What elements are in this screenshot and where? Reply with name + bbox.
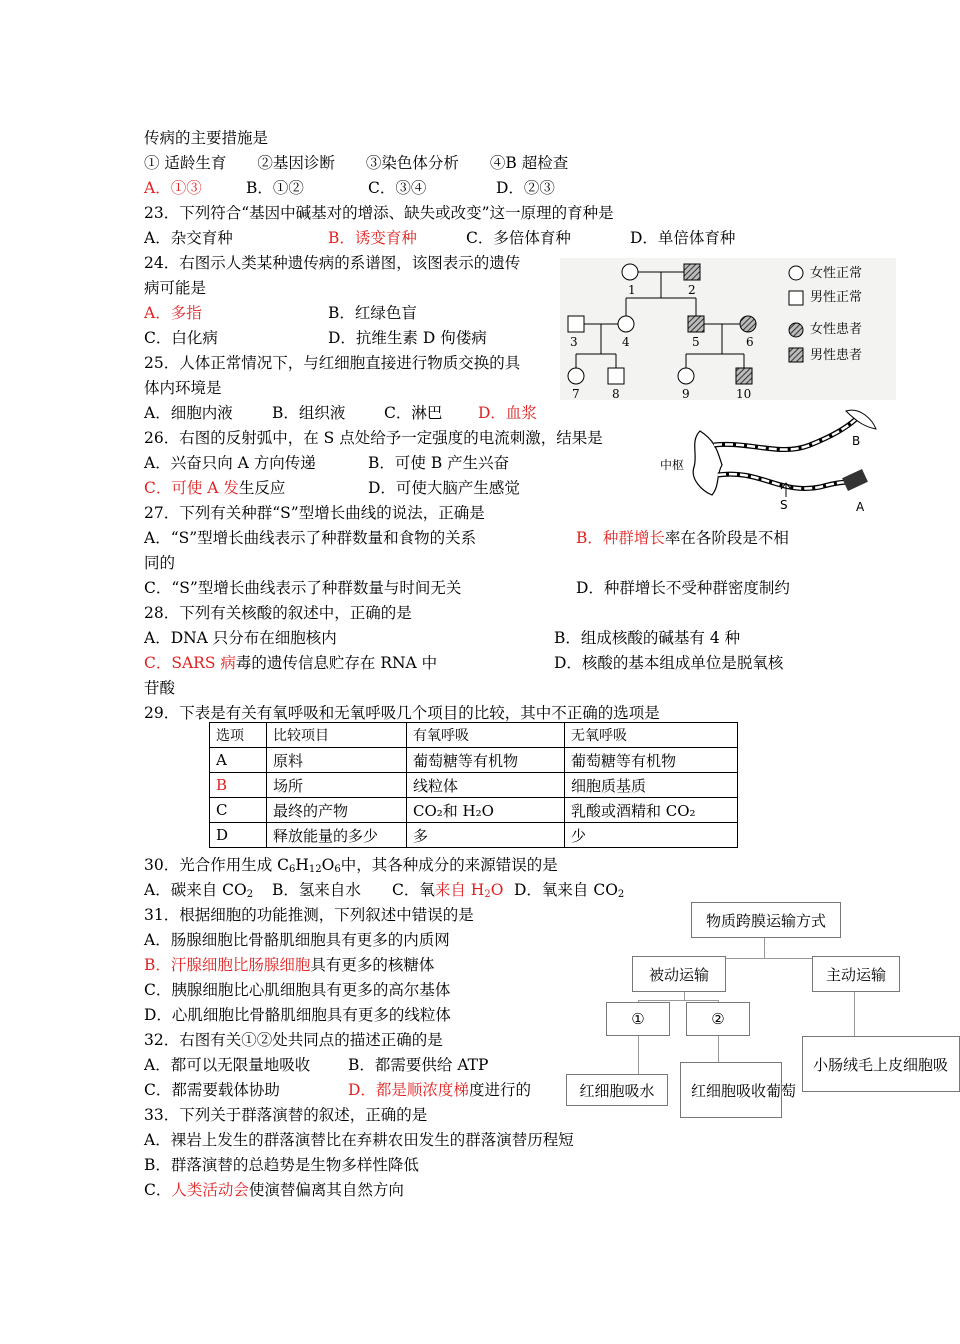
line-q22-measures: ① 适龄生育 ②基因诊断 ③染色体分析 ④B 超检查 bbox=[144, 154, 569, 172]
legend-female-normal-icon bbox=[789, 266, 803, 280]
table-row bbox=[210, 823, 738, 848]
q33-option-c-pre: C． bbox=[144, 1181, 172, 1199]
reflex-a-label: A bbox=[856, 500, 865, 514]
table-cell: 葡萄糖等有机物 bbox=[565, 748, 738, 773]
pedigree-male-affected-2 bbox=[684, 264, 700, 280]
q22-option-d: D．②③ bbox=[496, 179, 555, 197]
example-red-cell-water-box: 红细胞吸水 bbox=[566, 1074, 668, 1106]
pedigree-number: 5 bbox=[692, 335, 700, 349]
q28-option-d-cont: 苷酸 bbox=[144, 679, 176, 697]
pedigree-male-affected-10 bbox=[736, 368, 752, 384]
q26-options-cd bbox=[144, 478, 520, 498]
q33-option-c-answer: 人类活动会 bbox=[171, 1181, 249, 1199]
formula-o: O bbox=[321, 856, 335, 874]
pedigree-figure bbox=[560, 258, 896, 400]
pedigree-number: 6 bbox=[746, 335, 754, 349]
blank-box-1: ① bbox=[606, 1002, 670, 1036]
pedigree-male-normal-8 bbox=[608, 368, 624, 384]
formula-sub: 6 bbox=[289, 864, 296, 875]
table-cell: 葡萄糖等有机物 bbox=[407, 748, 565, 773]
pedigree-female-normal-7 bbox=[568, 368, 584, 384]
q26-option-a: A．兴奋只向 A 方向传递 bbox=[144, 454, 316, 472]
q25-option-d: D．血浆 bbox=[478, 404, 537, 422]
formula-sub: 2 bbox=[246, 889, 254, 900]
q22-option-c: C．③④ bbox=[368, 179, 427, 197]
q26-option-c-rest: 生反应 bbox=[238, 479, 286, 497]
q28-options-ab bbox=[144, 628, 741, 648]
q30-option-d bbox=[514, 880, 624, 905]
q27-option-b bbox=[576, 528, 789, 548]
line-q22-stem: 传病的主要措施是 bbox=[144, 129, 269, 147]
q28-option-d: D．核酸的基本组成单位是脱氧核 bbox=[554, 654, 784, 672]
q32-options-cd bbox=[144, 1080, 531, 1100]
q23-option-b: B．诱变育种 bbox=[328, 229, 417, 247]
legend-female-affected-icon bbox=[789, 323, 803, 337]
formula-sub: 12 bbox=[308, 864, 322, 875]
reflex-center-shape bbox=[693, 431, 722, 495]
q31-stem: 31．根据细胞的功能推测，下列叙述中错误的是 bbox=[144, 906, 474, 924]
q32-option-c: C．都需要载体协助 bbox=[144, 1081, 280, 1099]
reflex-b-label: B bbox=[852, 434, 861, 448]
respiration-comparison-table bbox=[209, 722, 738, 848]
q27-option-b-rest: 率在各阶段是不相 bbox=[664, 529, 789, 547]
table-cell-answer: B bbox=[210, 773, 267, 798]
table-cell: 多 bbox=[407, 823, 565, 848]
table-cell: A bbox=[210, 748, 267, 773]
q30-stem-post: 中，其各种成分的来源错误的是 bbox=[340, 856, 558, 874]
table-row bbox=[210, 748, 738, 773]
legend-label: 男性正常 bbox=[810, 290, 863, 305]
pedigree-male-affected-5 bbox=[688, 316, 704, 332]
q31-option-a: A．肠腺细胞比骨骼肌细胞具有更多的内质网 bbox=[144, 931, 450, 949]
q25-option-a: A．细胞内液 bbox=[144, 404, 233, 422]
q33-option-a: A．裸岩上发生的群落演替比在弃耕农田发生的群落演替历程短 bbox=[144, 1131, 574, 1149]
table-header-cell: 比较项目 bbox=[267, 723, 407, 748]
q33-option-c bbox=[144, 1180, 404, 1200]
q26-option-d: D．可使大脑产生感觉 bbox=[368, 479, 520, 497]
legend-male-normal-icon bbox=[789, 291, 803, 305]
q32-option-a: A．都可以无限量地吸收 bbox=[144, 1056, 311, 1074]
table-header-row bbox=[210, 723, 738, 748]
pedigree-male-normal-3 bbox=[568, 316, 584, 332]
q28-option-c-answer: C．SARS 病 bbox=[144, 654, 236, 672]
pedigree-female-normal-1 bbox=[622, 264, 638, 280]
pedigree-number: 9 bbox=[682, 387, 690, 401]
q24-option-a: A．多指 bbox=[144, 304, 202, 322]
table-cell: 乳酸或酒精和 CO₂ bbox=[565, 798, 738, 823]
table-row bbox=[210, 773, 738, 798]
formula-sub: 6 bbox=[334, 864, 341, 875]
q27-option-c: C．“S”型增长曲线表示了种群数量与时间无关 bbox=[144, 579, 462, 597]
q23-option-a: A．杂交育种 bbox=[144, 229, 233, 247]
legend-label: 女性患者 bbox=[810, 322, 863, 337]
q24-option-d: D．抗维生素 D 佝偻病 bbox=[328, 329, 487, 347]
q30-stem-pre: 30．光合作用生成 C bbox=[144, 856, 290, 874]
q30-option-a bbox=[144, 881, 253, 899]
q26-option-b: B．可使 B 产生兴奋 bbox=[368, 454, 510, 472]
q27-option-b-cont: 同的 bbox=[144, 554, 176, 572]
table-cell: 最终的产物 bbox=[267, 798, 407, 823]
active-transport-box: 主动运输 bbox=[812, 956, 900, 992]
reflex-s-label: S bbox=[780, 498, 788, 512]
table-cell: 释放能量的多少 bbox=[267, 823, 407, 848]
pedigree-number: 8 bbox=[612, 387, 620, 401]
pedigree-number: 2 bbox=[688, 283, 696, 297]
q24-options-ab bbox=[144, 303, 417, 323]
q25-option-c: C．淋巴 bbox=[384, 404, 443, 422]
q29-stem: 29．下表是有关有氧呼吸和无氧呼吸几个项目的比较，其中不正确的选项是 bbox=[144, 704, 660, 722]
formula-sub: 2 bbox=[484, 889, 491, 900]
q30-option-d-text: D．氧来自 CO bbox=[514, 881, 618, 899]
q23-options bbox=[144, 228, 736, 248]
example-red-cell-glucose-box: 红细胞吸收葡萄 bbox=[680, 1062, 782, 1118]
q27-option-a: A．“S”型增长曲线表示了种群数量和食物的关系 bbox=[144, 529, 477, 547]
table-cell: 少 bbox=[565, 823, 738, 848]
pedigree-number: 4 bbox=[622, 335, 630, 349]
formula-h: H bbox=[295, 856, 309, 874]
q26-option-c-answer: C．可使 A 发 bbox=[144, 479, 239, 497]
q24-options-cd bbox=[144, 328, 487, 348]
q24-stem-2: 病可能是 bbox=[144, 279, 207, 297]
q24-stem-1: 24．右图示人类某种遗传病的系谱图，该图表示的遗传 bbox=[144, 254, 521, 272]
q30-option-c-answer-o: O bbox=[490, 881, 504, 899]
q32-option-d-answer: D．都是顺浓度梯 bbox=[348, 1081, 469, 1099]
pedigree-number: 10 bbox=[736, 387, 752, 401]
q32-option-d-rest: 度进行的 bbox=[468, 1081, 531, 1099]
q30-option-b: B．氢来自水 bbox=[272, 881, 361, 899]
blank-box-2: ② bbox=[686, 1002, 750, 1036]
q28-options-cd bbox=[144, 653, 784, 673]
q24-option-c: C．白化病 bbox=[144, 329, 218, 347]
reflex-arc-drawing bbox=[660, 405, 880, 517]
example-intestine-cell-box: 小肠绒毛上皮细胞吸 bbox=[802, 1036, 960, 1092]
q28-option-b: B．组成核酸的碱基有 4 种 bbox=[554, 629, 741, 647]
table-cell: CO₂和 H₂O bbox=[407, 798, 565, 823]
q22-option-a: A．①③ bbox=[144, 179, 202, 197]
q33-option-b: B．群落演替的总趋势是生物多样性降低 bbox=[144, 1156, 419, 1174]
q27-stem: 27．下列有关种群“S”型增长曲线的说法，正确是 bbox=[144, 504, 485, 522]
transport-root-box: 物质跨膜运输方式 bbox=[691, 902, 841, 938]
table-cell: 线粒体 bbox=[407, 773, 565, 798]
q26-stem: 26．右图的反射弧中，在 S 点处给予一定强度的电流刺激，结果是 bbox=[144, 429, 603, 447]
q32-stem: 32．右图有关①②处共同点的描述正确的是 bbox=[144, 1031, 443, 1049]
q31-option-b-answer: B．汗腺细胞比肠腺细胞 bbox=[144, 956, 311, 974]
q28-option-a: A．DNA 只分布在细胞核内 bbox=[144, 629, 337, 647]
table-header-cell: 有氧呼吸 bbox=[407, 723, 565, 748]
q32-option-d bbox=[348, 1080, 531, 1100]
table-cell: C bbox=[210, 798, 267, 823]
q30-option-c-text: C．氧 bbox=[392, 881, 435, 899]
q32-options-ab bbox=[144, 1055, 489, 1075]
formula-sub: 2 bbox=[617, 889, 625, 900]
reflex-center-label: 中枢 bbox=[660, 458, 685, 472]
q23-stem: 23．下列符合“基因中碱基对的增添、缺失或改变”这一原理的育种是 bbox=[144, 204, 614, 222]
legend-label: 女性正常 bbox=[810, 266, 863, 281]
passive-transport-box: 被动运输 bbox=[632, 956, 726, 992]
q27-option-b-answer: B．种群增长 bbox=[576, 529, 665, 547]
table-cell: 细胞质基质 bbox=[565, 773, 738, 798]
table-header-cell: 选项 bbox=[210, 723, 267, 748]
table-cell: 原料 bbox=[267, 748, 407, 773]
q24-option-b: B．红绿色盲 bbox=[328, 304, 417, 322]
q27-options-ab bbox=[144, 528, 789, 548]
q32-option-b: B．都需要供给 ATP bbox=[348, 1056, 489, 1074]
table-cell: 场所 bbox=[267, 773, 407, 798]
reflex-arc-figure bbox=[660, 405, 880, 517]
q27-option-d: D．种群增长不受种群密度制约 bbox=[576, 579, 790, 597]
q25-options bbox=[144, 403, 537, 423]
q30-option-c bbox=[392, 880, 503, 905]
q33-stem: 33．下列关于群落演替的叙述，正确的是 bbox=[144, 1106, 428, 1124]
q27-options-cd bbox=[144, 578, 790, 598]
q25-stem-1: 25．人体正常情况下，与红细胞直接进行物质交换的具 bbox=[144, 354, 521, 372]
pedigree-female-normal-4 bbox=[618, 316, 634, 332]
pedigree-number: 3 bbox=[570, 335, 578, 349]
pedigree-female-normal-9 bbox=[678, 368, 694, 384]
q30-stem bbox=[144, 855, 558, 880]
table-row bbox=[210, 798, 738, 823]
q30-option-c-answer: 来自 H bbox=[434, 881, 485, 899]
table-header-cell: 无氧呼吸 bbox=[565, 723, 738, 748]
q25-option-b: B．组织液 bbox=[272, 404, 346, 422]
q22-option-b: B．①② bbox=[246, 179, 304, 197]
legend-label: 男性患者 bbox=[810, 348, 863, 363]
q26-options-ab bbox=[144, 453, 510, 473]
q25-stem-2: 体内环境是 bbox=[144, 379, 222, 397]
q33-option-c-rest: 使演替偏离其自然方向 bbox=[248, 1181, 404, 1199]
q28-option-c-rest: 毒的遗传信息贮存在 RNA 中 bbox=[235, 654, 438, 672]
q30-options bbox=[144, 880, 625, 905]
pedigree-number: 1 bbox=[628, 283, 636, 297]
q31-option-d: D．心肌细胞比骨骼肌细胞具有更多的线粒体 bbox=[144, 1006, 451, 1024]
q22-options bbox=[144, 178, 555, 198]
q31-option-b-rest: 具有更多的核糖体 bbox=[310, 956, 435, 974]
legend-male-affected-icon bbox=[789, 348, 803, 362]
pedigree-number: 7 bbox=[572, 387, 580, 401]
table-cell: D bbox=[210, 823, 267, 848]
q31-option-b bbox=[144, 955, 434, 975]
q30-option-a-text: A．碳来自 CO bbox=[144, 881, 247, 899]
q31-option-c: C．胰腺细胞比心肌细胞具有更多的高尔基体 bbox=[144, 981, 451, 999]
pedigree-female-affected-6 bbox=[740, 316, 756, 332]
q28-stem: 28．下列有关核酸的叙述中，正确的是 bbox=[144, 604, 412, 622]
q23-option-d: D．单倍体育种 bbox=[630, 229, 736, 247]
reflex-effector-a bbox=[842, 469, 868, 491]
q23-option-c: C．多倍体育种 bbox=[466, 229, 571, 247]
